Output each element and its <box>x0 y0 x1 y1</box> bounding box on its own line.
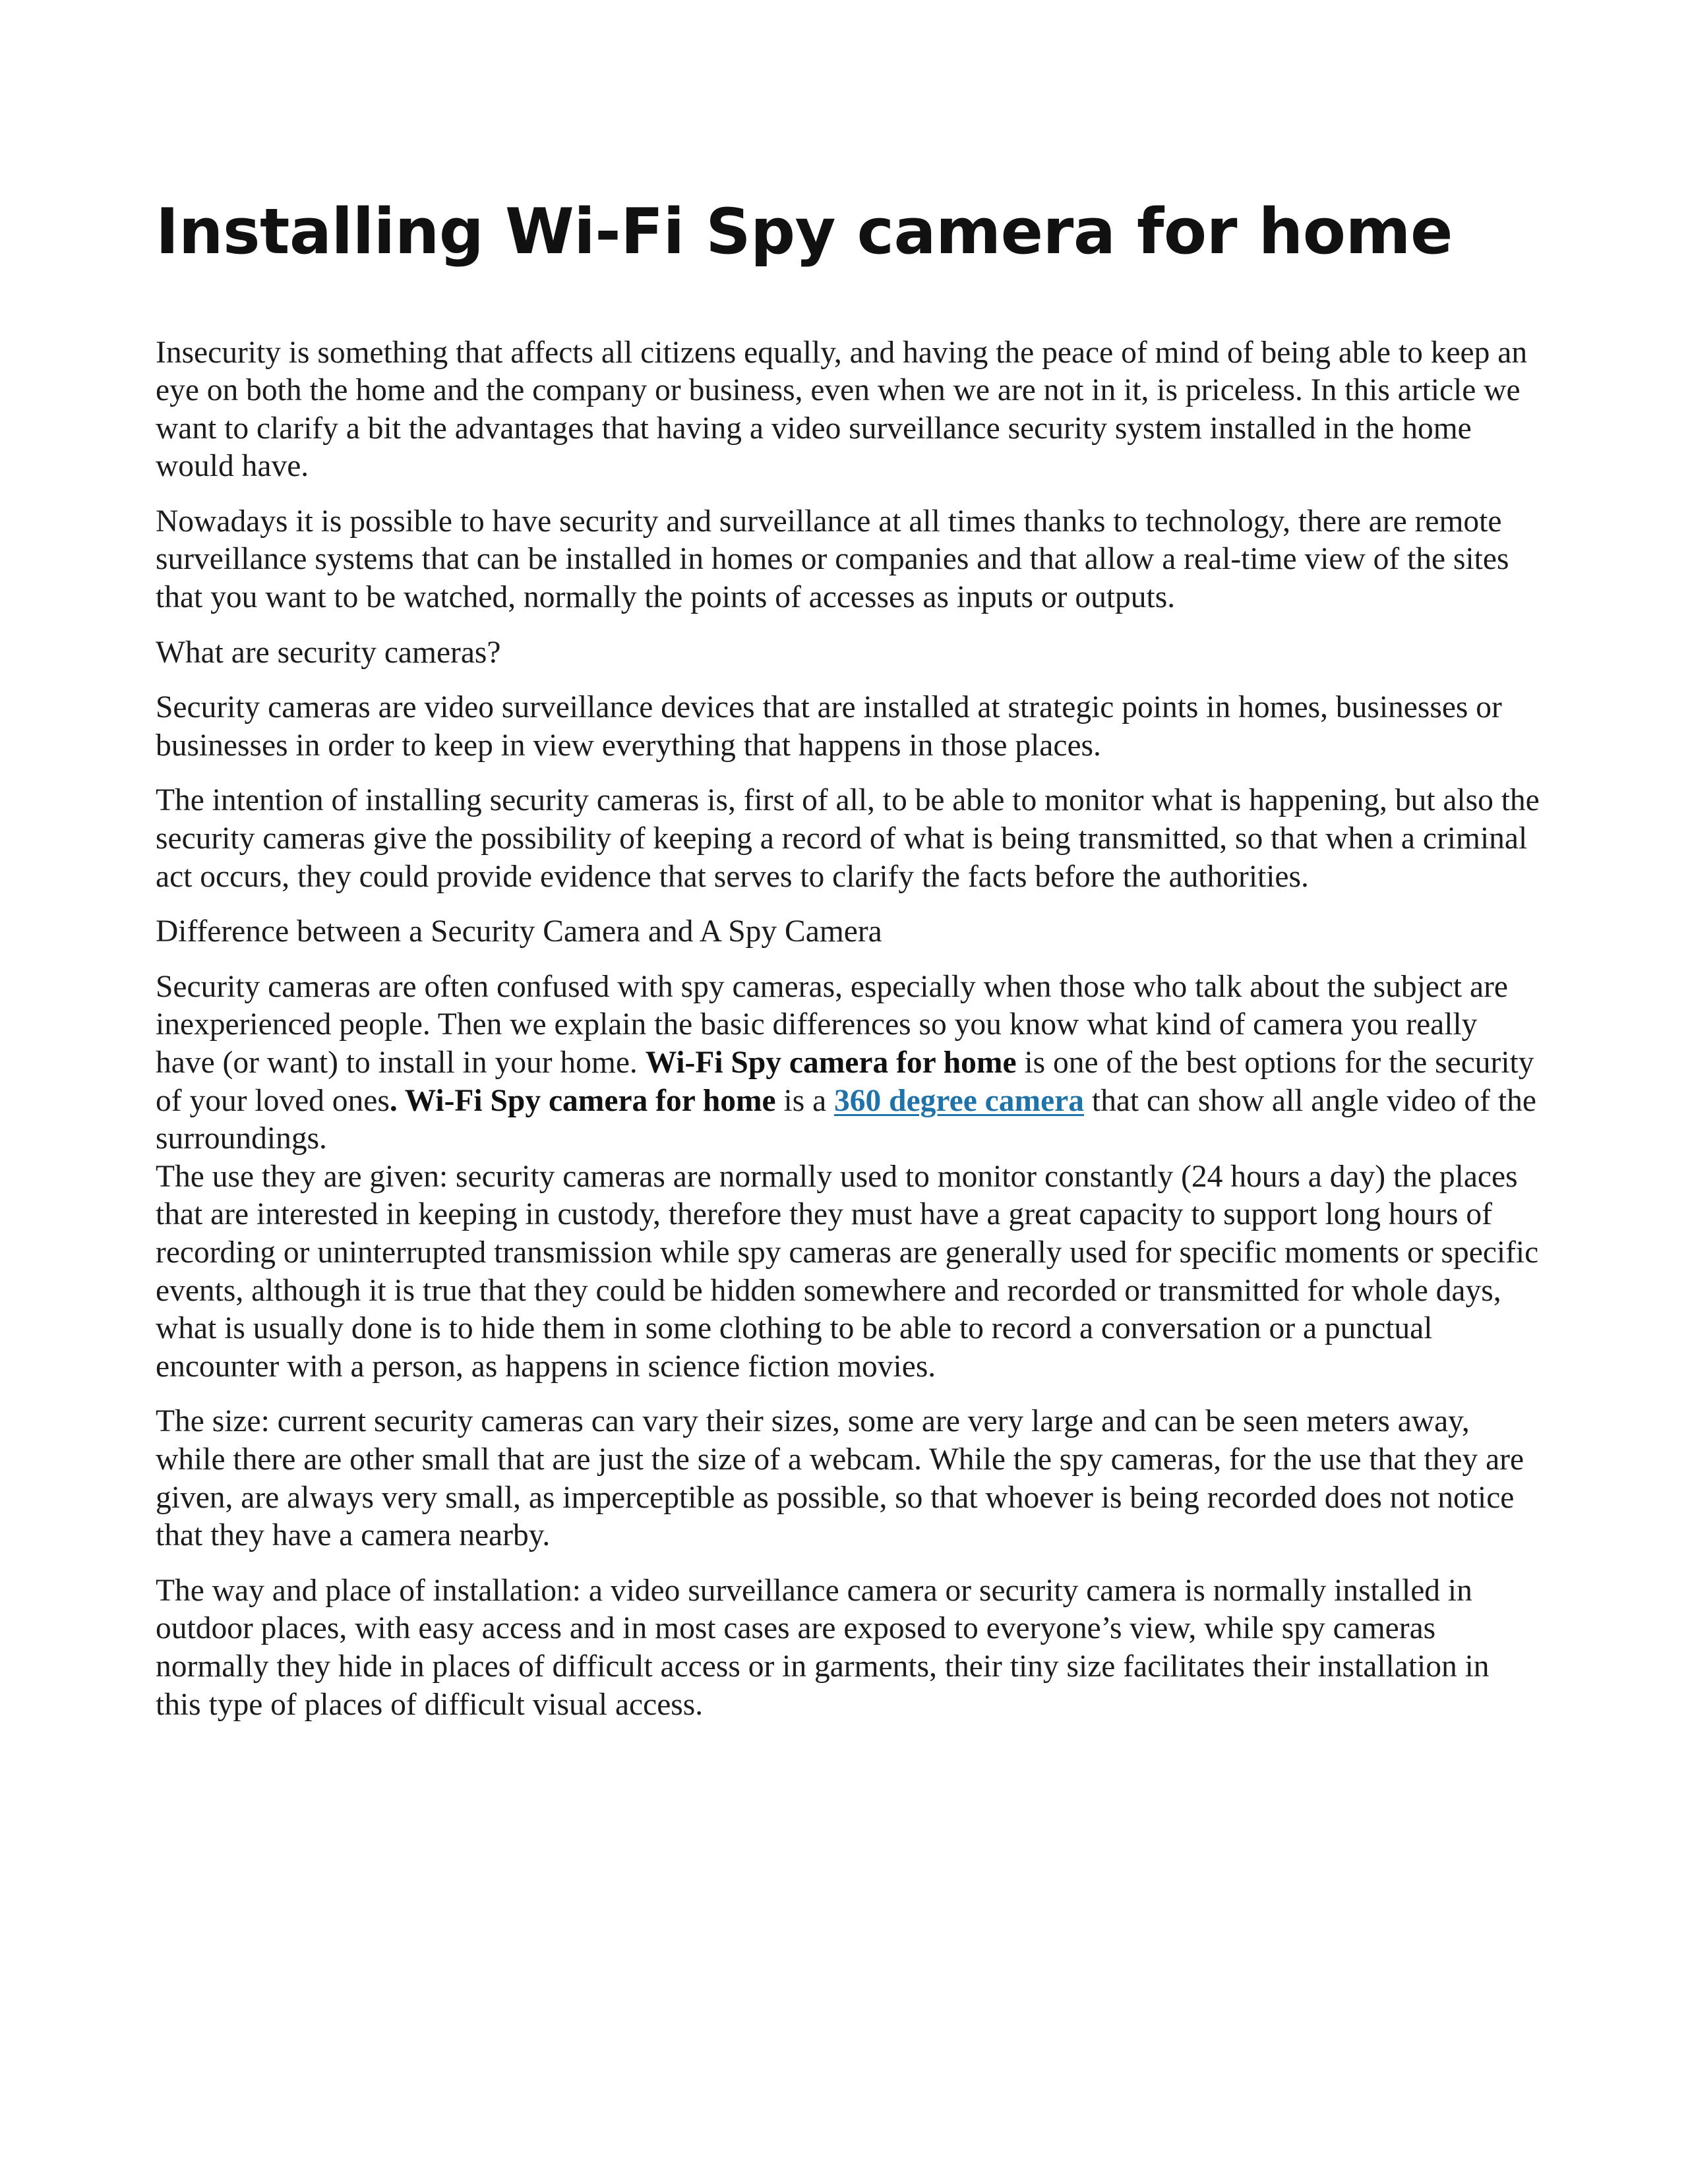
technology-paragraph: Nowadays it is possible to have security and surveillance at all times thanks to technology, there are remote surveillance systems that can be installed in homes or companies and that allow a real-time view of the sites that you want to be watched, normally the points of accesses as inputs or outputs. <box>156 504 1509 615</box>
360-degree-camera-link[interactable]: 360 degree camera <box>834 1083 1084 1118</box>
confusion-text-2: is one of the best options for the security of your loved ones <box>156 1046 1534 1118</box>
installation-intention-paragraph: The intention of installing security cameras is, first of all, to be able to monitor what is happening, but also the security cameras give the possibility of keeping a record of what is being transmitted, so that when a criminal act occurs, they could provide evidence that serves to clarify the facts before the authorities. <box>156 783 1540 894</box>
bold-keyword-1: Wi-Fi Spy camera for home <box>645 1046 1017 1080</box>
confusion-text-4: that can show all angle video of the surroundings. <box>156 1083 1536 1156</box>
security-cameras-definition: Security cameras are video surveillance devices that are installed at strategic points in homes, businesses or businesses in order to keep in view everything that happens in those places. <box>156 690 1502 763</box>
installation-place-paragraph: The way and place of installation: a video surveillance camera or security camera is normally installed in outdoor places, with easy access and in most cases are exposed to everyone’s view, while spy cameras normally they hide in places of difficult access or in garments, their tiny size facilitates their installation in this type of places of difficult visual access. <box>156 1573 1490 1722</box>
intro-paragraph: Insecurity is something that affects all citizens equally, and having the peace of mind of being able to keep an eye on both the home and the company or business, even when we are not in it, is priceless. In this article we want to clarify a bit the advantages that having a video surveillance security system installed in the home would have. <box>156 335 1528 484</box>
confusion-text-3: is a <box>775 1083 835 1118</box>
use-paragraph: The use they are given: security cameras are normally used to monitor constantly (24 hours a day) the places that are interested in keeping in custody, therefore they must have a great capacity to support long hours of recording or uninterrupted transmission while spy cameras are generally used for specific moments or specific events, although it is true that they could be hidden somewhere and recorded or transmitted for whole days, what is usually done is to hide them in some clothing to be able to record a conversation or a punctual encounter with a person, as happens in science fiction movies. <box>156 1159 1539 1384</box>
confusion-text-1: Security cameras are often confused with spy cameras, especially when those who talk about the subject are inexperienced people. Then we explain the basic differences so you know what kind of camera you really have (or want) to install in your home. <box>156 969 1508 1080</box>
bold-keyword-2: . Wi-Fi Spy camera for home <box>389 1083 776 1118</box>
difference-heading: Difference between a Security Camera and A Spy Camera <box>156 914 882 949</box>
document-page <box>156 198 1540 1741</box>
confusion-paragraph <box>156 968 1540 1158</box>
security-cameras-heading: What are security cameras? <box>156 635 501 670</box>
article-title: Installing Wi-Fi Spy camera for home <box>156 196 1453 268</box>
size-paragraph: The size: current security cameras can vary their sizes, some are very large and can be seen meters away, while there are other small that are just the size of a webcam. While the spy cameras, for the use that they are given, are always very small, as imperceptible as possible, so that whoever is being recorded does not notice that they have a camera nearby. <box>156 1404 1524 1553</box>
